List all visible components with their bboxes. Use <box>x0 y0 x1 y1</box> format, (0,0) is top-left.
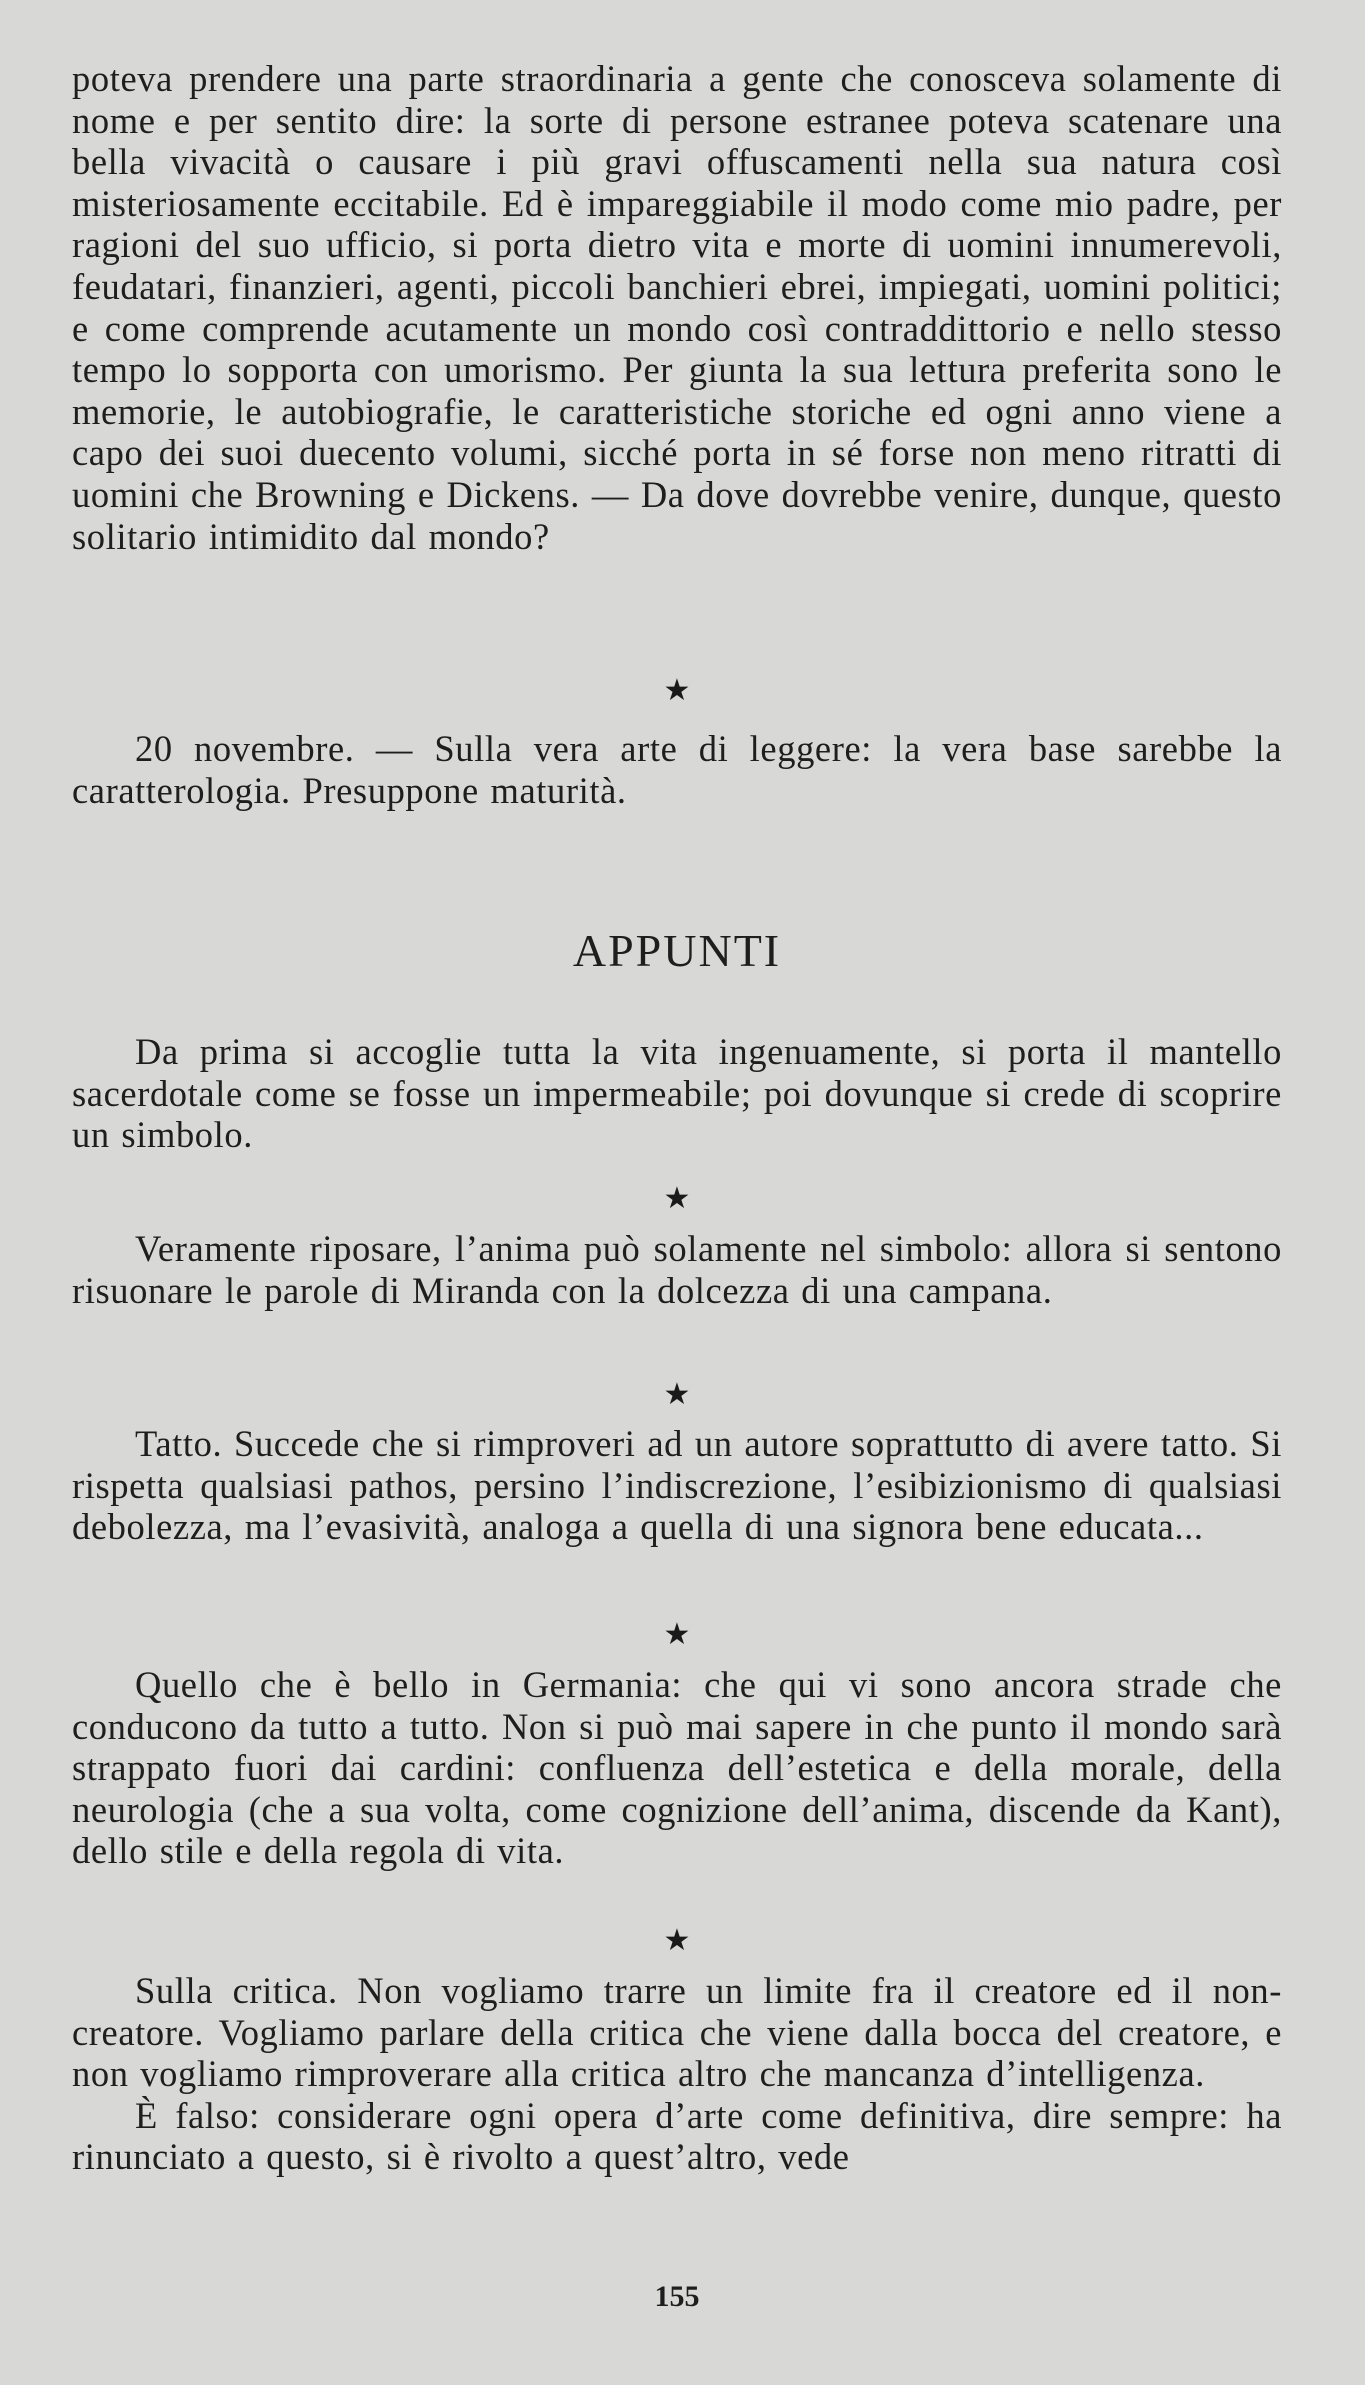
separator-star-icon: ★ <box>663 674 691 707</box>
paragraph-text: Veramente riposare, l’anima può solamente nel simbolo: allora si sentono risuonare le parole di Miranda con la dolcezza di una campana. <box>72 1228 1282 1311</box>
paragraph-note-tatto <box>72 1423 1282 1548</box>
paragraph-note-critica <box>72 1970 1282 2178</box>
separator-star-icon: ★ <box>663 1182 691 1215</box>
paragraph-note-2 <box>72 1228 1282 1311</box>
paragraph-text: È falso: considerare ogni opera d’arte come definitiva, dire sempre: ha rinunciato a questo, si è rivolto a quest’altro, vede <box>72 2094 1282 2178</box>
paragraph-text: Tatto. Succede che si rimproveri ad un autore soprattutto di avere tatto. Si rispetta qualsiasi pathos, persino l’indiscrezione, l’esibizionismo di qualsiasi debolezza, ma l’evasività, analoga a quella di una signora bene educata... <box>72 1423 1282 1548</box>
paragraph-diary-entry <box>72 728 1282 811</box>
paragraph-note-germania <box>72 1664 1282 1872</box>
paragraph-text: Sulla critica. Non vogliamo trarre un limite fra il creatore ed il non-creatore. Vogliamo parlare della critica che viene dalla bocca del creatore, e non vogliamo rimproverare alla critica altro che mancanza d’intelligenza. <box>72 1970 1282 2095</box>
paragraph-text: Da prima si accoglie tutta la vita ingenuamente, si porta il mantello sacerdotale come se fosse un impermeabile; poi dovunque si crede di scoprire un simbolo. <box>72 1031 1282 1156</box>
paragraph-text: 20 novembre. — Sulla vera arte di leggere: la vera base sarebbe la caratterologia. Presuppone maturità. <box>72 728 1282 811</box>
paragraph-text: Quello che è bello in Germania: che qui vi sono ancora strade che conducono da tutto a tutto. Non si può mai sapere in che punto il mondo sarà strappato fuori dai cardini: confluenza dell’estetica e della morale, della neurologia (che a sua volta, come cognizione dell’anima, discende da Kant), dello stile e della regola di vita. <box>72 1664 1282 1872</box>
separator-star-icon: ★ <box>663 1618 691 1651</box>
book-page <box>72 58 1282 2358</box>
paragraph-text: poteva prendere una parte straordinaria a gente che conosceva solamente di nome e per sentito dire: la sorte di persone estranee poteva scatenare una bella vivacità o causare i più gravi offuscamenti nella sua natura così misteriosamente eccitabile. Ed è impareggiabile il modo come mio padre, per ragioni del suo ufficio, si porta dietro vita e morte di uomini innumerevoli, feudatari, finanzieri, agenti, piccoli banchieri ebrei, impiegati, uomini politici; e come comprende acutamente un mondo così contraddittorio e nello stesso tempo lo sopporta con umorismo. Per giunta la sua lettura preferita sono le memorie, le autobiografie, le caratteristiche storiche ed ogni anno viene a capo dei suoi duecento volumi, sicché porta in sé forse non meno ritratti di uomini che Browning e Dickens. — Da dove dovrebbe venire, dunque, questo solitario intimidito dal mondo? <box>72 58 1282 557</box>
paragraph-note-1 <box>72 1031 1282 1156</box>
paragraph-opening <box>72 58 1282 557</box>
separator-star-icon: ★ <box>663 1378 691 1411</box>
section-heading: APPUNTI <box>572 925 782 976</box>
separator-star-icon: ★ <box>663 1924 691 1957</box>
page-number: 155 <box>654 2280 700 2313</box>
